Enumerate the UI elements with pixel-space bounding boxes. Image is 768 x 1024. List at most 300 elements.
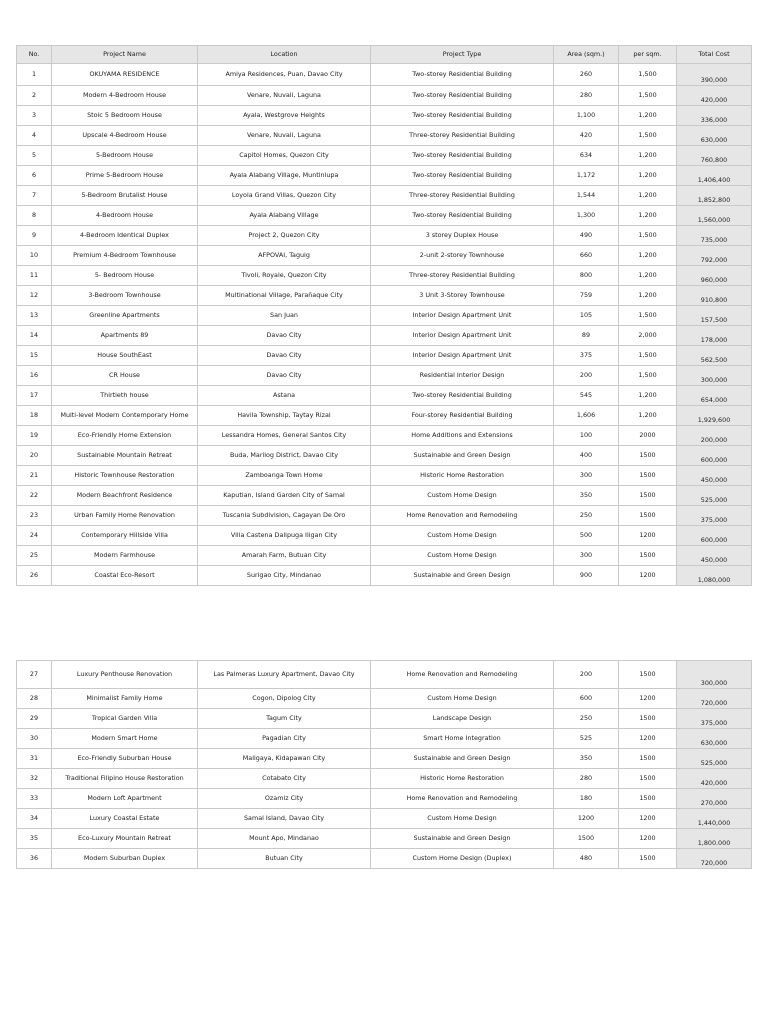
table-row	[17, 246, 752, 266]
cell-location: Ayala Alabang Village, Muntinlupa	[198, 166, 371, 186]
header-per-sqm: per sqm.	[619, 46, 677, 64]
cell-total-cost: 600,000	[677, 526, 752, 546]
cell-location: Kaputian, Island Garden City of Samal	[198, 486, 371, 506]
cell-location: Butuan City	[198, 849, 371, 869]
cell-project-type: Custom Home Design	[371, 546, 554, 566]
cell-no: 20	[17, 446, 52, 466]
table-row	[17, 166, 752, 186]
cell-total-cost: 1,080,000	[677, 566, 752, 586]
cell-project-name: Upscale 4-Bedroom House	[52, 126, 198, 146]
cell-area: 89	[554, 326, 619, 346]
cell-project-type: Landscape Design	[371, 709, 554, 729]
cell-no: 34	[17, 809, 52, 829]
cell-total-cost: 420,000	[677, 86, 752, 106]
table-row	[17, 106, 752, 126]
cell-no: 10	[17, 246, 52, 266]
cell-total-cost: 562,500	[677, 346, 752, 366]
cell-per-sqm: 1500	[619, 486, 677, 506]
cell-no: 22	[17, 486, 52, 506]
cell-project-type: Three-storey Residential Building	[371, 266, 554, 286]
table-row	[17, 186, 752, 206]
cell-per-sqm: 1,200	[619, 206, 677, 226]
cell-area: 1,172	[554, 166, 619, 186]
cell-total-cost: 270,000	[677, 789, 752, 809]
cell-total-cost: 720,000	[677, 689, 752, 709]
cell-total-cost: 630,000	[677, 729, 752, 749]
cell-project-type: Historic Home Restoration	[371, 466, 554, 486]
cell-per-sqm: 1,200	[619, 266, 677, 286]
projects-table-page-2	[16, 660, 752, 869]
cell-no: 2	[17, 86, 52, 106]
cell-no: 9	[17, 226, 52, 246]
table-row	[17, 346, 752, 366]
cell-per-sqm: 1500	[619, 769, 677, 789]
cell-project-type: Sustainable and Green Design	[371, 749, 554, 769]
cell-project-type: Four-storey Residential Building	[371, 406, 554, 426]
table-row	[17, 749, 752, 769]
cell-project-type: Two-storey Residential Building	[371, 166, 554, 186]
cell-no: 27	[17, 661, 52, 689]
cell-per-sqm: 1200	[619, 829, 677, 849]
cell-project-name: Luxury Penthouse Renovation	[52, 661, 198, 689]
cell-area: 1,606	[554, 406, 619, 426]
cell-per-sqm: 1200	[619, 526, 677, 546]
cell-area: 250	[554, 709, 619, 729]
table-row	[17, 709, 752, 729]
cell-project-type: 3 Unit 3-Storey Townhouse	[371, 286, 554, 306]
table-row	[17, 226, 752, 246]
table-row	[17, 306, 752, 326]
cell-project-name: Minimalist Family Home	[52, 689, 198, 709]
cell-per-sqm: 1,200	[619, 406, 677, 426]
cell-project-type: Two-storey Residential Building	[371, 64, 554, 86]
cell-total-cost: 735,000	[677, 226, 752, 246]
cell-total-cost: 178,000	[677, 326, 752, 346]
cell-project-name: Coastal Eco-Resort	[52, 566, 198, 586]
cell-area: 1,300	[554, 206, 619, 226]
cell-project-type: Custom Home Design	[371, 526, 554, 546]
cell-per-sqm: 1,200	[619, 186, 677, 206]
cell-total-cost: 792,000	[677, 246, 752, 266]
cell-project-name: 4-Bedroom House	[52, 206, 198, 226]
cell-location: Pagadian City	[198, 729, 371, 749]
cell-area: 420	[554, 126, 619, 146]
cell-project-name: Contemporary Hillside Villa	[52, 526, 198, 546]
cell-area: 480	[554, 849, 619, 869]
cell-per-sqm: 2000	[619, 426, 677, 446]
cell-no: 7	[17, 186, 52, 206]
cell-area: 200	[554, 661, 619, 689]
cell-location: Havila Township, Taytay Rizal	[198, 406, 371, 426]
cell-location: Tagum City	[198, 709, 371, 729]
cell-area: 545	[554, 386, 619, 406]
cell-project-name: Traditional Filipino House Restoration	[52, 769, 198, 789]
cell-project-type: Two-storey Residential Building	[371, 106, 554, 126]
cell-area: 1500	[554, 829, 619, 849]
cell-location: AFPOVAI, Taguig	[198, 246, 371, 266]
table-row	[17, 366, 752, 386]
cell-area: 759	[554, 286, 619, 306]
cell-project-type: Smart Home Integration	[371, 729, 554, 749]
cell-project-name: 5- Bedroom House	[52, 266, 198, 286]
cell-project-type: Residential Interior Design	[371, 366, 554, 386]
cell-total-cost: 450,000	[677, 546, 752, 566]
cell-per-sqm: 1500	[619, 466, 677, 486]
cell-no: 23	[17, 506, 52, 526]
cell-project-type: Sustainable and Green Design	[371, 446, 554, 466]
table-row	[17, 326, 752, 346]
cell-project-name: 4-Bedroom Identical Duplex	[52, 226, 198, 246]
cell-location: Ayala, Westgrove Heights	[198, 106, 371, 126]
cell-area: 800	[554, 266, 619, 286]
cell-location: Ayala Alabang Village	[198, 206, 371, 226]
header-project-type: Project Type	[371, 46, 554, 64]
cell-per-sqm: 1500	[619, 789, 677, 809]
cell-no: 3	[17, 106, 52, 126]
cell-project-name: Tropical Garden Villa	[52, 709, 198, 729]
cell-location: Davao City	[198, 366, 371, 386]
table-row	[17, 566, 752, 586]
cell-project-name: Stoic 5 Bedroom House	[52, 106, 198, 126]
cell-no: 35	[17, 829, 52, 849]
cell-total-cost: 910,800	[677, 286, 752, 306]
cell-project-type: Two-storey Residential Building	[371, 86, 554, 106]
cell-per-sqm: 1,500	[619, 86, 677, 106]
cell-no: 18	[17, 406, 52, 426]
cell-location: Davao City	[198, 346, 371, 366]
cell-location: Surigao City, Mindanao	[198, 566, 371, 586]
cell-total-cost: 1,800.000	[677, 829, 752, 849]
table-row	[17, 849, 752, 869]
cell-total-cost: 720,000	[677, 849, 752, 869]
cell-area: 375	[554, 346, 619, 366]
cell-per-sqm: 1200	[619, 729, 677, 749]
cell-location: Villa Castena Dalipuga Iligan City	[198, 526, 371, 546]
cell-location: Amiya Residences, Puan, Davao City	[198, 64, 371, 86]
cell-project-name: Modern Farmhouse	[52, 546, 198, 566]
cell-project-name: Modern 4-Bedroom House	[52, 86, 198, 106]
cell-area: 525	[554, 729, 619, 749]
table-row	[17, 466, 752, 486]
cell-area: 260	[554, 64, 619, 86]
cell-total-cost: 200,000	[677, 426, 752, 446]
cell-no: 32	[17, 769, 52, 789]
cell-no: 31	[17, 749, 52, 769]
header-row	[17, 46, 752, 64]
table-row	[17, 546, 752, 566]
cell-area: 400	[554, 446, 619, 466]
cell-per-sqm: 1,200	[619, 106, 677, 126]
cell-project-name: Eco-Friendly Suburban House	[52, 749, 198, 769]
table-row	[17, 386, 752, 406]
cell-area: 100	[554, 426, 619, 446]
cell-per-sqm: 1500	[619, 661, 677, 689]
cell-project-type: Home Renovation and Remodeling	[371, 661, 554, 689]
header-location: Location	[198, 46, 371, 64]
cell-total-cost: 600,000	[677, 446, 752, 466]
table-row	[17, 266, 752, 286]
cell-project-name: Modern Loft Apartment	[52, 789, 198, 809]
cell-per-sqm: 1500	[619, 546, 677, 566]
cell-project-name: 3-Bedroom Townhouse	[52, 286, 198, 306]
cell-location: Ozamiz City	[198, 789, 371, 809]
cell-total-cost: 1,406,400	[677, 166, 752, 186]
cell-total-cost: 390,000	[677, 64, 752, 86]
cell-project-type: Two-storey Residential Building	[371, 386, 554, 406]
cell-project-type: Custom Home Design	[371, 486, 554, 506]
cell-area: 350	[554, 486, 619, 506]
cell-no: 12	[17, 286, 52, 306]
table-row	[17, 426, 752, 446]
cell-project-name: Historic Townhouse Restoration	[52, 466, 198, 486]
cell-project-type: Three-storey Residential Building	[371, 186, 554, 206]
table-body	[17, 661, 752, 869]
cell-project-name: Prime 5-Bedroom House	[52, 166, 198, 186]
table-row	[17, 406, 752, 426]
cell-total-cost: 1,852,800	[677, 186, 752, 206]
cell-no: 16	[17, 366, 52, 386]
cell-area: 180	[554, 789, 619, 809]
cell-per-sqm: 1,500	[619, 366, 677, 386]
cell-total-cost: 336,000	[677, 106, 752, 126]
table-body	[17, 64, 752, 586]
cell-total-cost: 300,000	[677, 366, 752, 386]
cell-no: 26	[17, 566, 52, 586]
cell-location: Capitol Homes, Quezon City	[198, 146, 371, 166]
cell-project-type: Historic Home Restoration	[371, 769, 554, 789]
cell-location: Davao City	[198, 326, 371, 346]
table-row	[17, 829, 752, 849]
cell-location: Amarah Farm, Butuan City	[198, 546, 371, 566]
header-no: No.	[17, 46, 52, 64]
header-total-cost: Total Cost	[677, 46, 752, 64]
cell-per-sqm: 1500	[619, 849, 677, 869]
cell-area: 490	[554, 226, 619, 246]
cell-per-sqm: 1,200	[619, 286, 677, 306]
cell-total-cost: 300,000	[677, 661, 752, 689]
cell-area: 300	[554, 466, 619, 486]
cell-per-sqm: 1,200	[619, 246, 677, 266]
cell-project-name: House SouthEast	[52, 346, 198, 366]
cell-per-sqm: 1200	[619, 689, 677, 709]
cell-location: Tuscania Subdivision, Cagayan De Oro	[198, 506, 371, 526]
cell-per-sqm: 1,500	[619, 226, 677, 246]
cell-location: Project 2, Quezon City	[198, 226, 371, 246]
cell-location: Mount Apo, Mindanao	[198, 829, 371, 849]
cell-location: Lessandra Homes, General Santos City	[198, 426, 371, 446]
cell-area: 1200	[554, 809, 619, 829]
cell-location: Cotabato City	[198, 769, 371, 789]
cell-total-cost: 1,560,000	[677, 206, 752, 226]
table-row	[17, 206, 752, 226]
cell-project-name: 5-Bedroom House	[52, 146, 198, 166]
table-row	[17, 126, 752, 146]
cell-per-sqm: 1,200	[619, 386, 677, 406]
table-row	[17, 809, 752, 829]
cell-total-cost: 654,000	[677, 386, 752, 406]
table-row	[17, 661, 752, 689]
cell-no: 19	[17, 426, 52, 446]
cell-project-type: Home Renovation and Remodeling	[371, 506, 554, 526]
cell-location: Maligaya, Kidapawan City	[198, 749, 371, 769]
cell-location: San Juan	[198, 306, 371, 326]
cell-project-type: 3 storey Duplex House	[371, 226, 554, 246]
cell-area: 660	[554, 246, 619, 266]
cell-location: Astana	[198, 386, 371, 406]
cell-area: 1,544	[554, 186, 619, 206]
table-row	[17, 506, 752, 526]
cell-project-type: Home Renovation and Remodeling	[371, 789, 554, 809]
cell-project-name: Modern Beachfront Residence	[52, 486, 198, 506]
cell-per-sqm: 1500	[619, 709, 677, 729]
table-row	[17, 64, 752, 86]
cell-project-type: Interior Design Apartment Unit	[371, 326, 554, 346]
cell-location: Tivoli, Royale, Quezon City	[198, 266, 371, 286]
table-header	[17, 46, 752, 64]
cell-total-cost: 525,000	[677, 749, 752, 769]
table-row	[17, 769, 752, 789]
cell-project-name: 5-Bedroom Brutalist House	[52, 186, 198, 206]
cell-project-type: 2-unit 2-storey Townhouse	[371, 246, 554, 266]
cell-no: 1	[17, 64, 52, 86]
cell-project-type: Two-storey Residential Building	[371, 146, 554, 166]
cell-no: 29	[17, 709, 52, 729]
cell-per-sqm: 1,500	[619, 346, 677, 366]
cell-project-name: CR House	[52, 366, 198, 386]
cell-per-sqm: 1500	[619, 749, 677, 769]
cell-project-type: Custom Home Design	[371, 689, 554, 709]
table-row	[17, 486, 752, 506]
cell-area: 350	[554, 749, 619, 769]
cell-project-name: Modern Smart Home	[52, 729, 198, 749]
cell-location: Multinational Village, Parañaque City	[198, 286, 371, 306]
cell-area: 634	[554, 146, 619, 166]
cell-project-name: Apartments 89	[52, 326, 198, 346]
cell-area: 280	[554, 86, 619, 106]
cell-no: 14	[17, 326, 52, 346]
cell-no: 21	[17, 466, 52, 486]
cell-location: Venare, Nuvali, Laguna	[198, 126, 371, 146]
cell-area: 250	[554, 506, 619, 526]
cell-total-cost: 525,000	[677, 486, 752, 506]
cell-per-sqm: 1,500	[619, 126, 677, 146]
cell-project-name: Multi-level Modern Contemporary Home	[52, 406, 198, 426]
cell-location: Las Palmeras Luxury Apartment, Davao City	[198, 661, 371, 689]
cell-total-cost: 630,000	[677, 126, 752, 146]
table-row	[17, 526, 752, 546]
cell-project-name: OKUYAMA RESIDENCE	[52, 64, 198, 86]
cell-no: 11	[17, 266, 52, 286]
cell-total-cost: 375,000	[677, 506, 752, 526]
cell-area: 300	[554, 546, 619, 566]
cell-no: 33	[17, 789, 52, 809]
cell-total-cost: 760,800	[677, 146, 752, 166]
table-row	[17, 689, 752, 709]
table-row	[17, 729, 752, 749]
cell-area: 280	[554, 769, 619, 789]
cell-project-type: Three-storey Residential Building	[371, 126, 554, 146]
cell-per-sqm: 1,200	[619, 166, 677, 186]
cell-location: Venare, Nuvali, Laguna	[198, 86, 371, 106]
table-row	[17, 789, 752, 809]
cell-location: Zamboanga Town Home	[198, 466, 371, 486]
cell-project-name: Eco-Friendly Home Extension	[52, 426, 198, 446]
cell-project-name: Luxury Coastal Estate	[52, 809, 198, 829]
cell-no: 8	[17, 206, 52, 226]
cell-area: 1,100	[554, 106, 619, 126]
cell-total-cost: 420,000	[677, 769, 752, 789]
cell-total-cost: 1,929,600	[677, 406, 752, 426]
cell-per-sqm: 1,200	[619, 146, 677, 166]
cell-area: 900	[554, 566, 619, 586]
cell-area: 105	[554, 306, 619, 326]
cell-project-type: Interior Design Apartment Unit	[371, 346, 554, 366]
cell-project-name: Sustainable Mountain Retreat	[52, 446, 198, 466]
cell-no: 17	[17, 386, 52, 406]
cell-no: 36	[17, 849, 52, 869]
cell-project-name: Thirtieth house	[52, 386, 198, 406]
cell-location: Loyola Grand Villas, Quezon City	[198, 186, 371, 206]
cell-per-sqm: 1500	[619, 506, 677, 526]
cell-project-type: Home Additions and Extensions	[371, 426, 554, 446]
cell-total-cost: 450,000	[677, 466, 752, 486]
cell-area: 600	[554, 689, 619, 709]
cell-total-cost: 960,000	[677, 266, 752, 286]
cell-project-type: Sustainable and Green Design	[371, 829, 554, 849]
cell-per-sqm: 1200	[619, 566, 677, 586]
cell-total-cost: 1,440,000	[677, 809, 752, 829]
cell-no: 6	[17, 166, 52, 186]
cell-total-cost: 375,000	[677, 709, 752, 729]
cell-area: 200	[554, 366, 619, 386]
cell-no: 5	[17, 146, 52, 166]
cell-no: 30	[17, 729, 52, 749]
table-row	[17, 86, 752, 106]
cell-no: 15	[17, 346, 52, 366]
cell-per-sqm: 2,000	[619, 326, 677, 346]
cell-per-sqm: 1500	[619, 446, 677, 466]
cell-location: Samal Island, Davao City	[198, 809, 371, 829]
cell-project-name: Urban Family Home Renovation	[52, 506, 198, 526]
cell-project-type: Custom Home Design	[371, 809, 554, 829]
cell-location: Cogon, Dipolog City	[198, 689, 371, 709]
table-row	[17, 146, 752, 166]
cell-no: 24	[17, 526, 52, 546]
cell-project-name: Eco-Luxury Mountain Retreat	[52, 829, 198, 849]
cell-project-type: Two-storey Residential Building	[371, 206, 554, 226]
projects-table-page-1	[16, 45, 752, 586]
cell-project-type: Custom Home Design (Duplex)	[371, 849, 554, 869]
cell-project-type: Sustainable and Green Design	[371, 566, 554, 586]
cell-area: 500	[554, 526, 619, 546]
cell-location: Buda, Marilog District, Davao City	[198, 446, 371, 466]
cell-no: 4	[17, 126, 52, 146]
table-row	[17, 286, 752, 306]
cell-no: 28	[17, 689, 52, 709]
header-project-name: Project Name	[52, 46, 198, 64]
cell-project-name: Greenline Apartments	[52, 306, 198, 326]
cell-total-cost: 157,500	[677, 306, 752, 326]
header-area: Area (sqm.)	[554, 46, 619, 64]
table-row	[17, 446, 752, 466]
cell-project-name: Premium 4-Bedroom Townhouse	[52, 246, 198, 266]
cell-project-type: Interior Design Apartment Unit	[371, 306, 554, 326]
cell-project-name: Modern Suburban Duplex	[52, 849, 198, 869]
cell-per-sqm: 1,500	[619, 306, 677, 326]
cell-per-sqm: 1,500	[619, 64, 677, 86]
cell-per-sqm: 1200	[619, 809, 677, 829]
cell-no: 13	[17, 306, 52, 326]
